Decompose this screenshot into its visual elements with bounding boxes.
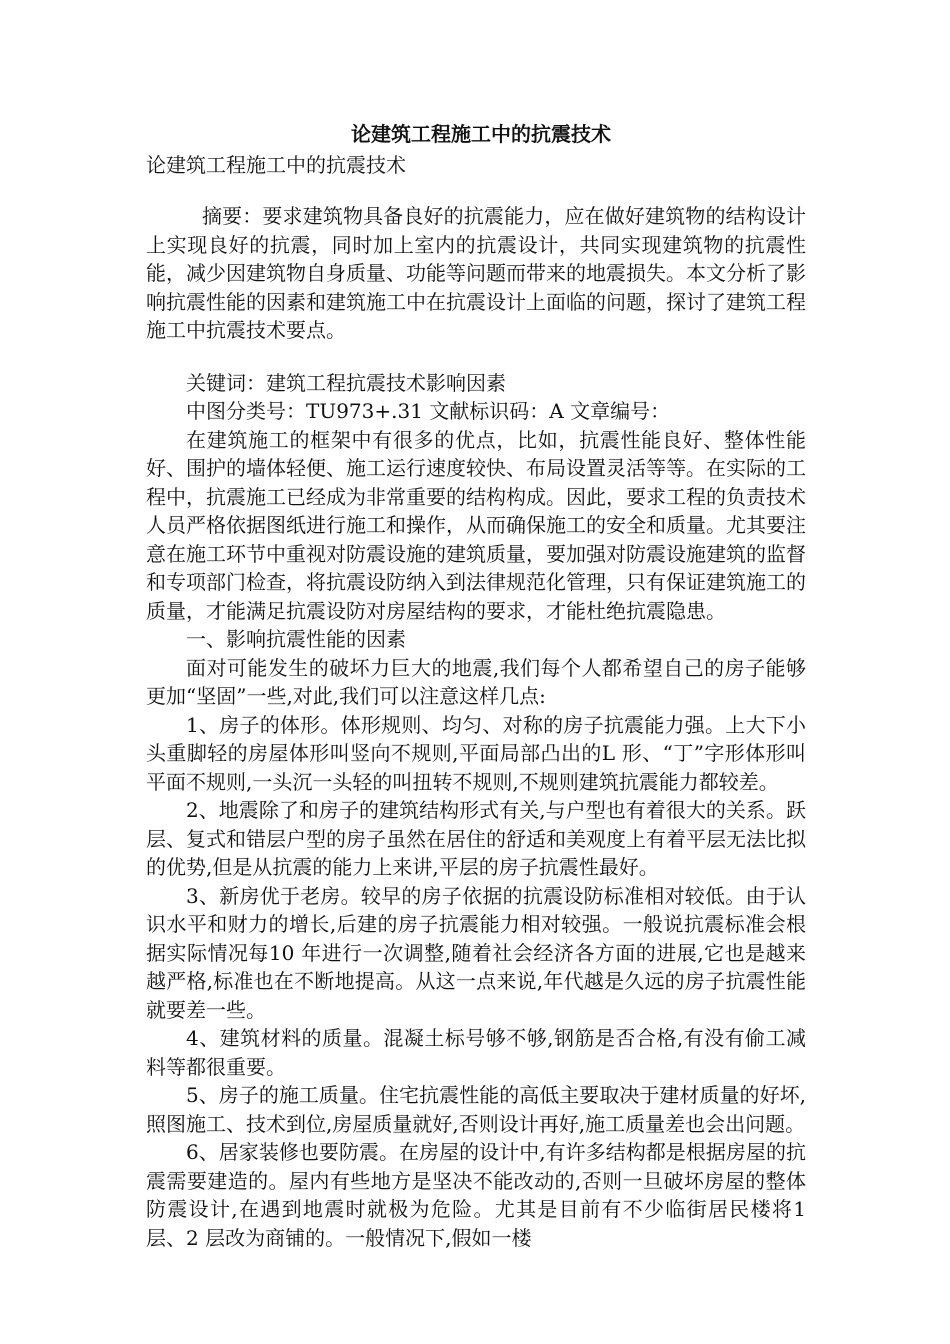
list-item-6: 6、居家装修也要防震。在房屋的设计中,有许多结构都是根据房屋的抗震需要建造的。屋内有些地方是坚决不能改动的,否则一旦破坏房屋的整体防震设计,在遇到地震时就极为危险。尤其是目前有不少临街居民楼将1 层、2 层改为商铺的。一般情况下,假如一楼: [146, 1140, 806, 1250]
section-heading: 一、影响抗震性能的因素: [186, 627, 406, 651]
abstract-paragraph: 摘要：要求建筑物具备良好的抗震能力，应在做好建筑物的结构设计上实现良好的抗震，同时加上室内的抗震设计，共同实现建筑物的抗震性能，减少因建筑物自身质量、功能等问题而带来的地震损失。本文分析了影响抗震性能的因素和建筑施工中在抗震设计上面临的问题，探讨了建筑工程施工中抗震技术要点。: [146, 204, 806, 342]
list-item-5: 5、房子的施工质量。住宅抗震性能的高低主要取决于建材质量的好坏,照图施工、技术到位,房屋质量就好,否则设计再好,施工质量差也会出问题。: [146, 1083, 806, 1136]
section-intro-paragraph: 面对可能发生的破坏力巨大的地震,我们每个人都希望自己的房子能够更加“坚固”一些,对此,我们可以注意这样几点:: [146, 655, 806, 708]
list-item-3: 3、新房优于老房。较早的房子依据的抗震设防标准相对较低。由于认识水平和财力的增长,后建的房子抗震能力相对较强。一般说抗震标准会根据实际情况每10 年进行一次调整,随着社会经济各方面的进展,它也是越来越严格,标准也在不断地提高。从这一点来说,年代越是久远的房子抗震性能就要差一些。: [146, 883, 806, 1022]
list-item-1: 1、房子的体形。体形规则、均匀、对称的房子抗震能力强。上大下小头重脚轻的房屋体形叫竖向不规则,平面局部凸出的L 形、“丁”字形体形叫平面不规则,一头沉一头轻的叫扭转不规则,不规则建筑抗震能力都较差。: [146, 712, 806, 794]
list-item-4: 4、建筑材料的质量。混凝土标号够不够,钢筋是否合格,有没有偷工减料等都很重要。: [146, 1026, 806, 1079]
intro-paragraph: 在建筑施工的框架中有很多的优点，比如，抗震性能良好、整体性能好、围护的墙体轻便、施工运行速度较快、布局设置灵活等等。在实际的工程中，抗震施工已经成为非常重要的结构构成。因此，要求工程的负责技术人员严格依据图纸进行施工和操作，从而确保施工的安全和质量。尤其要注意在施工环节中重视对防震设施的建筑质量，要加强对防震设施建筑的监督和专项部门检查，将抗震设防纳入到法律规范化管理，只有保证建筑施工的质量，才能满足抗震设防对房屋结构的要求，才能杜绝抗震隐患。: [146, 427, 806, 623]
keywords-line: 关键词：建筑工程抗震技术影响因素: [186, 370, 506, 395]
classification-line: 中图分类号：TU973+.31 文献标识码：A 文章编号：: [186, 399, 671, 423]
document-title: 论建筑工程施工中的抗震技术: [351, 122, 611, 146]
document-page: [146, 118, 806, 1252]
document-subtitle: 论建筑工程施工中的抗震技术: [146, 153, 406, 177]
list-item-2: 2、地震除了和房子的建筑结构形式有关,与户型也有着很大的关系。跃层、复式和错层户型的房子虽然在居住的舒适和美观度上有着平层无法比拟的优势,但是从抗震的能力上来讲,平层的房子抗震性最好。: [146, 798, 806, 879]
